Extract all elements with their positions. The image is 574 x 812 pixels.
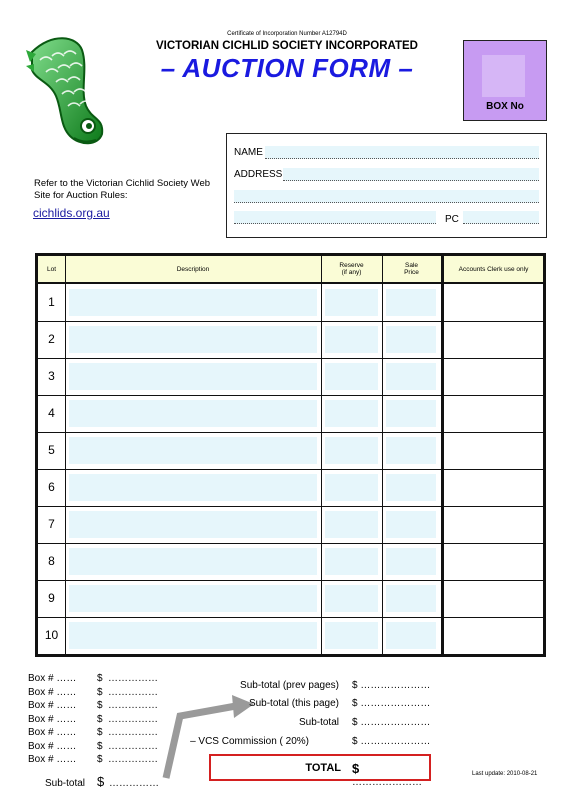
lot-number: 6	[48, 479, 55, 494]
box-row-label: Box # ……	[28, 727, 77, 738]
name-label: NAME	[234, 147, 263, 158]
dollar-sign: $	[97, 740, 103, 752]
lot-number: 4	[48, 405, 55, 420]
sale-price-field[interactable]	[386, 622, 436, 649]
auction-rules-line-2: Site for Auction Rules:	[34, 190, 128, 201]
dollar-sign: $	[97, 700, 103, 711]
column-divider	[65, 256, 66, 654]
subtotal-label: Sub-total	[298, 717, 339, 728]
box-row[interactable]	[28, 673, 158, 684]
column-divider	[321, 256, 322, 654]
auction-rules-note	[34, 178, 224, 202]
vcs-commission-value[interactable]	[352, 736, 430, 747]
form-title: – AUCTION FORM –	[160, 53, 414, 83]
box-row[interactable]	[28, 741, 158, 752]
description-field[interactable]	[69, 511, 317, 538]
header-lot: Lot	[38, 256, 65, 284]
lot-number: 8	[48, 553, 55, 568]
certificate-number: Certificate of Incorporation Number A12794D	[227, 31, 347, 37]
vcs-commission-label: – VCS Commission ( 20%)	[190, 736, 309, 747]
amount-dots: ……………	[108, 713, 158, 725]
dollar-sign: $	[97, 686, 103, 698]
lot-number: 2	[48, 331, 55, 346]
total-box[interactable]	[209, 754, 431, 788]
address-field-3[interactable]	[234, 211, 436, 224]
reserve-field[interactable]	[325, 289, 378, 316]
total-label: TOTAL	[305, 762, 341, 774]
box-row-label: Box # ……	[28, 754, 77, 765]
subtotal-this-page-value[interactable]	[352, 698, 430, 709]
box-row-label: Box # ……	[28, 740, 77, 752]
amount-dots: …………………	[352, 777, 422, 788]
box-row-label: Box # ……	[28, 700, 77, 711]
box-row[interactable]	[28, 700, 158, 711]
dollar-sign: $	[97, 713, 103, 725]
amount-dots: …………………	[360, 717, 431, 728]
address-field-2[interactable]	[234, 190, 539, 203]
lot-number: 9	[48, 590, 55, 605]
dollar-sign: $	[352, 736, 358, 747]
reserve-field[interactable]	[325, 511, 378, 538]
description-field[interactable]	[69, 437, 317, 464]
row-divider	[38, 580, 543, 581]
amount-dots: …………………	[360, 736, 431, 747]
box-row[interactable]	[28, 714, 158, 725]
header-reserve	[321, 256, 382, 284]
sale-price-field[interactable]	[386, 437, 436, 464]
subtotal-value[interactable]	[352, 717, 430, 728]
row-divider	[38, 432, 543, 433]
box-row-label: Box # ……	[28, 673, 77, 684]
amount-dots: ……………	[108, 700, 158, 711]
reserve-field[interactable]	[325, 400, 378, 427]
reserve-field[interactable]	[325, 474, 378, 501]
reserve-field[interactable]	[325, 548, 378, 575]
row-divider	[38, 543, 543, 544]
reserve-field[interactable]	[325, 363, 378, 390]
dollar-sign: $	[97, 727, 103, 738]
description-field[interactable]	[69, 548, 317, 575]
subtotal-prev-pages-label: Sub-total (prev pages)	[240, 680, 339, 691]
society-name: VICTORIAN CICHLID SOCIETY INCORPORATED	[156, 40, 418, 52]
box-number-label: BOX No	[486, 101, 524, 112]
header-sale-line-1: Sale	[404, 262, 418, 269]
box-subtotal-row[interactable]	[45, 774, 159, 789]
box-row-label: Box # ……	[28, 713, 77, 725]
reserve-field[interactable]	[325, 622, 378, 649]
dollar-sign: $	[97, 673, 103, 684]
sale-price-field[interactable]	[386, 363, 436, 390]
reserve-field[interactable]	[325, 437, 378, 464]
description-field[interactable]	[69, 622, 317, 649]
amount-dots: ……………	[108, 754, 158, 765]
header-sale-line-2: Price	[404, 269, 419, 276]
reserve-field[interactable]	[325, 326, 378, 353]
sale-price-field[interactable]	[386, 511, 436, 538]
header-sale-price	[382, 256, 441, 284]
address-field-1[interactable]	[283, 168, 539, 181]
sale-price-field[interactable]	[386, 289, 436, 316]
description-field[interactable]	[69, 474, 317, 501]
amount-dots: ……………	[108, 740, 158, 752]
box-number-input[interactable]	[482, 55, 525, 97]
box-row-label: Box # ……	[28, 686, 77, 698]
box-number-field[interactable]	[463, 40, 547, 121]
auction-rules-line-1: Refer to the Victorian Cichlid Society Web	[34, 178, 211, 189]
dollar-sign: $	[97, 754, 103, 765]
dollar-sign: $	[352, 717, 358, 728]
header-reserve-line-1: Reserve	[339, 262, 364, 269]
lot-number: 5	[48, 442, 55, 457]
name-field[interactable]	[265, 146, 539, 159]
header-reserve-line-2: (if any)	[341, 269, 362, 276]
header-accounts-clerk: Accounts Clerk use only	[444, 256, 543, 284]
subtotal-this-page-label: Sub-total (this page)	[248, 698, 339, 709]
sale-price-field[interactable]	[386, 548, 436, 575]
box-row[interactable]	[28, 727, 158, 738]
lot-number: 3	[48, 368, 55, 383]
sale-price-field[interactable]	[386, 585, 436, 612]
dollar-sign: $	[352, 698, 358, 709]
amount-dots: ……………	[108, 686, 158, 698]
reserve-field[interactable]	[325, 585, 378, 612]
row-divider	[38, 395, 543, 396]
box-row[interactable]	[28, 687, 158, 698]
dollar-sign: $	[97, 774, 105, 789]
last-update: Last update: 2010-08-21	[472, 771, 538, 777]
sale-price-field[interactable]	[386, 326, 436, 353]
column-divider	[441, 256, 444, 654]
amount-dots: ……………	[108, 727, 158, 738]
description-field[interactable]	[69, 289, 317, 316]
sale-price-field[interactable]	[386, 400, 436, 427]
row-divider	[38, 358, 543, 359]
row-divider	[38, 617, 543, 618]
lot-number: 7	[48, 516, 55, 531]
amount-dots: …………………	[360, 698, 431, 709]
box-row[interactable]	[28, 754, 158, 765]
contact-details-box	[226, 133, 547, 238]
website-link[interactable]: cichlids.org.au	[33, 206, 110, 220]
subtotal-prev-pages-value[interactable]	[352, 680, 430, 691]
address-label: ADDRESS	[234, 169, 283, 180]
lot-number: 10	[44, 627, 59, 642]
auction-lots-table	[35, 253, 546, 657]
dollar-sign: $	[352, 680, 358, 691]
header-description: Description	[65, 256, 321, 284]
sale-price-field[interactable]	[386, 474, 436, 501]
amount-dots: ……………	[109, 778, 159, 789]
total-value[interactable]	[352, 761, 429, 788]
description-field[interactable]	[69, 585, 317, 612]
description-field[interactable]	[69, 326, 317, 353]
lot-number: 1	[48, 294, 55, 309]
amount-dots: …………………	[360, 680, 431, 691]
description-field[interactable]	[69, 363, 317, 390]
description-field[interactable]	[69, 400, 317, 427]
dollar-sign: $	[352, 761, 360, 776]
column-divider	[382, 256, 383, 654]
row-divider	[38, 506, 543, 507]
postcode-field[interactable]	[463, 211, 539, 224]
row-divider	[38, 321, 543, 322]
amount-dots: ……………	[108, 673, 158, 684]
box-subtotal-label: Sub-total	[45, 778, 86, 789]
postcode-label: PC	[445, 214, 459, 225]
row-divider	[38, 469, 543, 470]
